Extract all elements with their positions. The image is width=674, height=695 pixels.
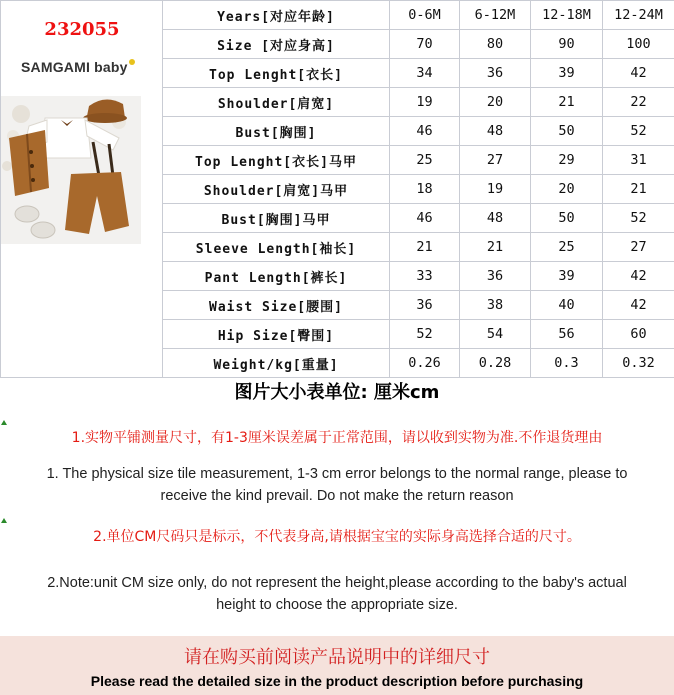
table-cell: 27 (603, 233, 674, 262)
product-photo (1, 96, 141, 244)
table-cell: 48 (460, 117, 531, 146)
table-cell: 48 (460, 204, 531, 233)
bullet-marker-icon (1, 420, 7, 425)
table-cell: 21 (460, 233, 531, 262)
row-label: Pant Length[裤长] (163, 262, 390, 291)
table-cell: 36 (460, 59, 531, 88)
table-cell: 0.26 (390, 349, 460, 378)
row-label: Top Lenght[衣长] (163, 59, 390, 88)
table-cell: 19 (460, 175, 531, 204)
column-header: Years[对应年龄] (163, 1, 390, 30)
table-cell: 39 (531, 262, 603, 291)
column-header: 12-18M (531, 1, 603, 30)
table-cell: 56 (531, 320, 603, 349)
row-label: Hip Size[臀围] (163, 320, 390, 349)
table-cell: 90 (531, 30, 603, 59)
table-cell: 50 (531, 204, 603, 233)
table-cell: 0.28 (460, 349, 531, 378)
table-cell: 38 (460, 291, 531, 320)
table-cell: 60 (603, 320, 674, 349)
note-cn-1: 1.实物平铺测量尺寸，有1-3厘米误差属于正常范围，请以收到实物为准.不作退货理由 (71, 430, 603, 446)
table-cell: 0.3 (531, 349, 603, 378)
row-label: Weight/kg[重量] (163, 349, 390, 378)
table-cell: 36 (460, 262, 531, 291)
table-cell: 25 (531, 233, 603, 262)
column-header: 12-24M (603, 1, 674, 30)
table-cell: 21 (531, 88, 603, 117)
row-label: Sleeve Length[袖长] (163, 233, 390, 262)
row-label: Bust[胸围] (163, 117, 390, 146)
notice-banner (0, 636, 674, 695)
table-header-row (1, 1, 674, 30)
table-cell: 0.32 (603, 349, 674, 378)
table-cell: 42 (603, 291, 674, 320)
table-cell: 20 (460, 88, 531, 117)
table-cell: 54 (460, 320, 531, 349)
table-cell: 21 (390, 233, 460, 262)
product-code: 232055 (44, 19, 120, 40)
row-label: Top Lenght[衣长]马甲 (163, 146, 390, 175)
unit-title: 图片大小表单位: 厘米cm (234, 382, 440, 403)
banner-text-cn: 请在购买前阅读产品说明中的详细尺寸 (184, 647, 490, 668)
row-label: Bust[胸围]马甲 (163, 204, 390, 233)
table-cell: 52 (603, 204, 674, 233)
note-en-2: 2.Note:unit CM size only, do not represent the height,please according to the baby's actual height to choose the appropriate size. (47, 575, 627, 613)
column-header: 6-12M (460, 1, 531, 30)
table-cell: 39 (531, 59, 603, 88)
table-cell: 25 (390, 146, 460, 175)
row-label: Shoulder[肩宽] (163, 88, 390, 117)
table-cell: 20 (531, 175, 603, 204)
table-cell: 100 (603, 30, 674, 59)
table-cell: 33 (390, 262, 460, 291)
row-label: Waist Size[腰围] (163, 291, 390, 320)
note-cn-2: 2.单位CM尺码只是标示，不代表身高,请根据宝宝的实际身高选择合适的尺寸。 (93, 529, 581, 545)
table-cell: 42 (603, 59, 674, 88)
table-cell: 70 (390, 30, 460, 59)
bullet-marker-icon (1, 518, 7, 523)
table-cell: 19 (390, 88, 460, 117)
table-cell: 34 (390, 59, 460, 88)
table-cell: 31 (603, 146, 674, 175)
table-cell: 46 (390, 204, 460, 233)
table-cell: 52 (390, 320, 460, 349)
product-info-cell (1, 1, 163, 378)
table-cell: 42 (603, 262, 674, 291)
note-en-1: 1. The physical size tile measurement, 1-3 cm error belongs to the normal range, please to receive the kind prevail. Do not make the return reason (46, 466, 628, 504)
row-label: Shoulder[肩宽]马甲 (163, 175, 390, 204)
banner-text-en: Please read the detailed size in the product description before purchasing (90, 673, 584, 689)
table-cell: 50 (531, 117, 603, 146)
table-cell: 21 (603, 175, 674, 204)
table-cell: 80 (460, 30, 531, 59)
table-cell: 29 (531, 146, 603, 175)
row-label: Size [对应身高] (163, 30, 390, 59)
column-header: 0-6M (390, 1, 460, 30)
table-cell: 52 (603, 117, 674, 146)
outfit-illustration (1, 96, 141, 244)
brand-sun-icon (129, 59, 135, 65)
table-cell: 22 (603, 88, 674, 117)
brand-logo (21, 59, 135, 75)
table-cell: 40 (531, 291, 603, 320)
table-cell: 46 (390, 117, 460, 146)
table-cell: 18 (390, 175, 460, 204)
table-cell: 27 (460, 146, 531, 175)
table-cell: 36 (390, 291, 460, 320)
brand-name: SAMGAMI baby (21, 59, 128, 75)
